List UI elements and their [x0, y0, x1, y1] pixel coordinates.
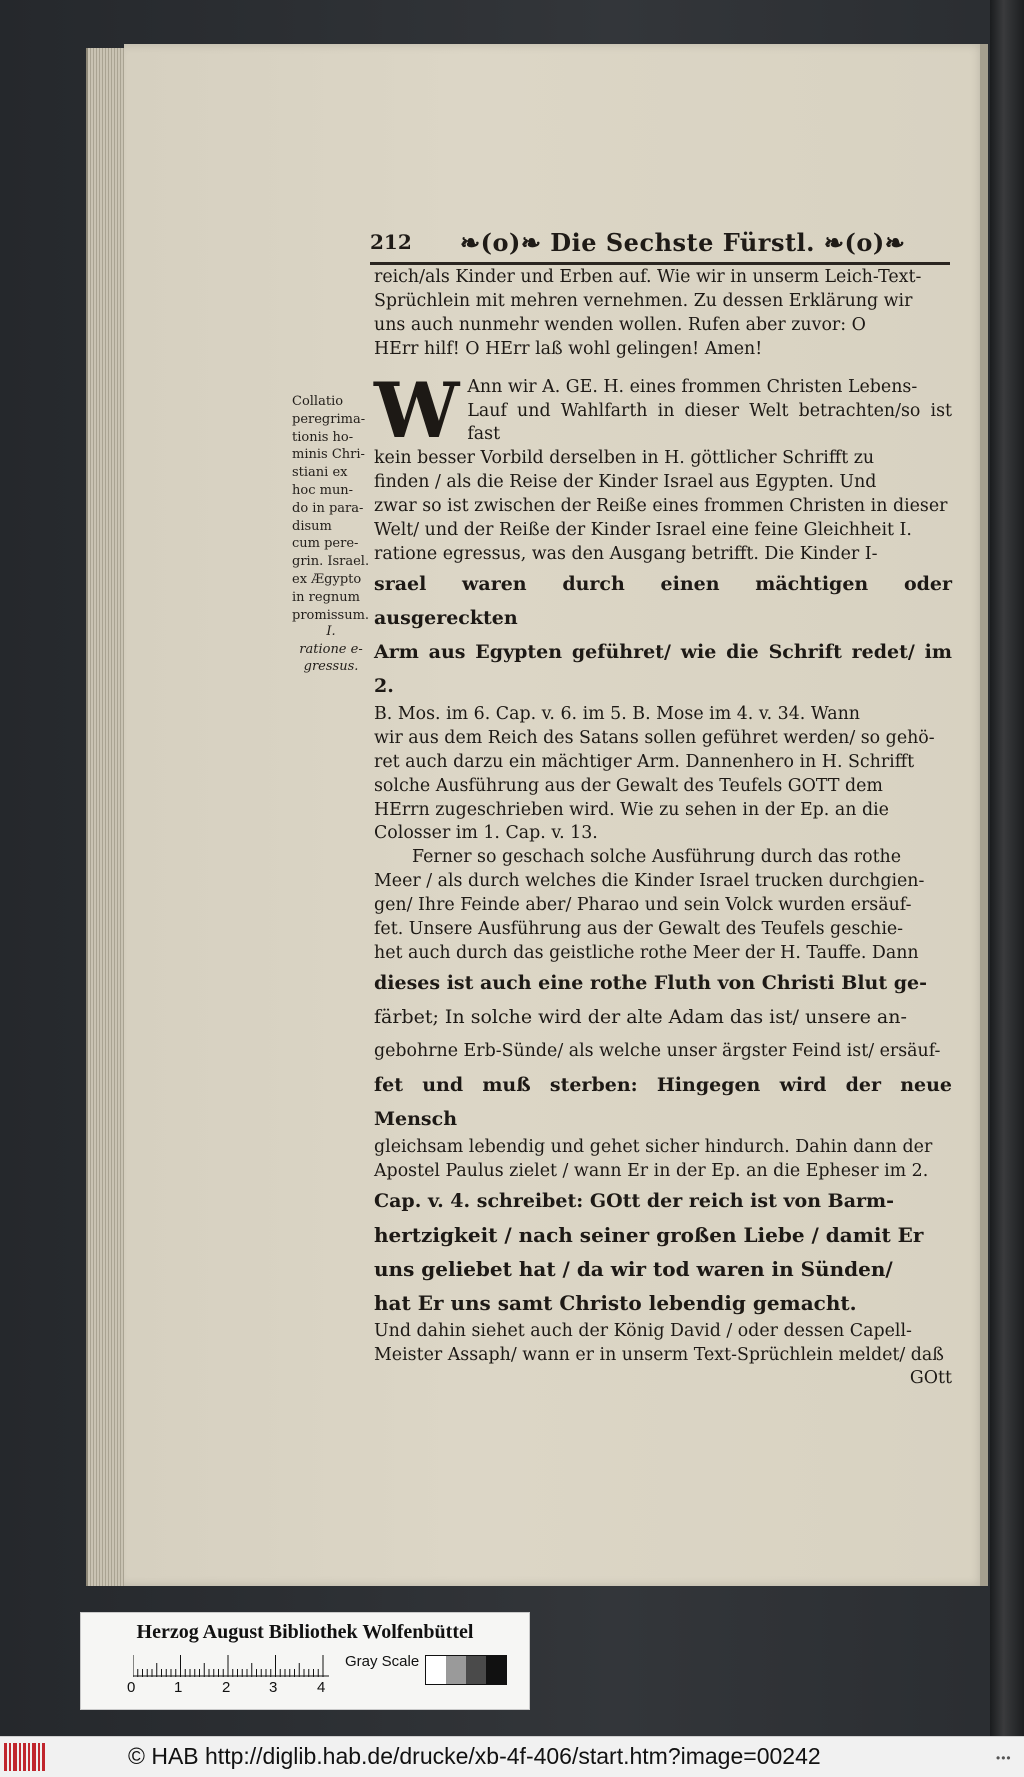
- text-line: uns auch nunmehr wenden wollen. Rufen aber zuvor: O: [374, 314, 866, 335]
- page-number: 212: [370, 230, 412, 254]
- grayscale-swatch: [425, 1655, 507, 1685]
- text-line: het auch durch das geistliche rothe Meer der H. Tauffe. Dann: [374, 942, 919, 963]
- page-stack-edge: [86, 48, 128, 1586]
- text-line: zwar so ist zwischen der Reiße eines frommen Christen in dieser: [374, 496, 948, 517]
- catchword: GOtt: [909, 1368, 952, 1389]
- text-line: B. Mos. im 6. Cap. v. 6. im 5. B. Mose im 4. v. 34. Wann: [374, 703, 860, 724]
- library-name: Herzog August Bibliothek Wolfenbüttel: [136, 1621, 474, 1643]
- running-head: ❧(o)❧ Die Sechste Fürstl. ❧(o)❧: [460, 228, 906, 257]
- text-line: gen/ Ihre Feinde aber/ Pharao und sein Volck wurden ersäuf-: [374, 895, 912, 916]
- grayscale-label: Gray Scale: [345, 1653, 420, 1670]
- text-line: wir aus dem Reich des Satans sollen geführet werden/ so gehö-: [374, 727, 935, 748]
- margin-note-line: do in para-: [292, 500, 364, 516]
- gray-patch-black: [486, 1656, 506, 1684]
- text-line: Meister Assaph/ wann er in unserm Text-Sprüchlein meldet/ daß: [374, 1344, 944, 1365]
- text-line: kein besser Vorbild derselben in H. göttlicher Schrifft zu: [374, 448, 875, 469]
- margin-note-collatio: [292, 393, 376, 624]
- text-line: gebohrne Erb-Sünde/ als welche unser ärgster Feind ist/ ersäuf-: [374, 1040, 941, 1061]
- text-line: fet und muß sterben: Hingegen wird der neue Mensch: [374, 1073, 952, 1130]
- text-line: dieses ist auch eine rothe Fluth von Christi Blut ge-: [374, 971, 927, 994]
- text-line: ret auch darzu ein mächtiger Arm. Dannenhero in H. Schrifft: [374, 751, 915, 772]
- text-line: fet. Unsere Ausführung aus der Gewalt des Teufels geschie-: [374, 919, 904, 940]
- source-link[interactable]: © HAB http://diglib.hab.de/drucke/xb-4f-406/start.htm?image=00242: [128, 1743, 821, 1769]
- text-line: färbet; In solche wird der alte Adam das ist/ unsere an-: [374, 1005, 907, 1028]
- barcode-icon: [2, 1741, 48, 1773]
- margin-note-line: promissum.: [292, 607, 370, 623]
- ruler-number: 0: [127, 1679, 136, 1696]
- text-line: HErrn zugeschrieben wird. Wie zu sehen in der Ep. an die: [374, 799, 889, 820]
- gray-patch-mid: [446, 1656, 466, 1684]
- text-line: hertzigkeit / nach seiner großen Liebe / damit Er: [374, 1222, 924, 1247]
- color-reference-card: [80, 1612, 530, 1710]
- margin-note-line: hoc mun-: [292, 482, 354, 498]
- ruler-number: 1: [174, 1679, 183, 1696]
- margin-note-line: cum pere-: [292, 536, 359, 552]
- dropcap-initial: W: [374, 365, 460, 455]
- text-line: Cap. v. 4. schreibet: GOtt der reich ist von Barm-: [374, 1189, 895, 1212]
- viewer-footer: [0, 1736, 1024, 1777]
- margin-note-line: I.: [326, 624, 336, 639]
- margin-note-line: ratione e-: [299, 641, 363, 657]
- margin-note-line: peregrima-: [292, 411, 366, 427]
- text-line: srael waren durch einen mächtigen oder ausgereckten: [374, 572, 952, 629]
- text-line: HErr hilf! O HErr laß wohl gelingen! Amen!: [374, 338, 763, 359]
- text-line: Colosser im 1. Cap. v. 13.: [374, 823, 598, 844]
- paragraph-1: [374, 365, 952, 847]
- text-line: uns geliebet hat / da wir tod waren in Sünden/: [374, 1256, 893, 1281]
- text-line: Welt/ und der Reiße der Kinder Israel eine feine Gleichheit I.: [374, 520, 912, 541]
- main-text: [374, 266, 952, 1391]
- text-line: gleichsam lebendig und gehet sicher hindurch. Dahin dann der: [374, 1136, 933, 1157]
- margin-note-line: minis Chri-: [292, 447, 365, 463]
- text-line: Lauf und Wahlfarth in dieser Welt betrachten/so ist fast: [467, 400, 952, 445]
- margin-note-line: Collatio: [292, 394, 344, 409]
- text-line: finden / als die Reise der Kinder Israel aus Egypten. Und: [374, 472, 877, 493]
- ruler-number: 4: [317, 1679, 326, 1696]
- more-options-icon[interactable]: •••: [996, 1751, 1012, 1765]
- text-line: Und dahin siehet auch der König David / oder dessen Capell-: [374, 1320, 912, 1341]
- ruler-numbers: [127, 1679, 347, 1701]
- text-line: Ferner so geschach solche Ausführung durch das rothe: [412, 847, 902, 868]
- text-line: Apostel Paulus zielet / wann Er in der Ep. an die Epheser im 2.: [374, 1160, 929, 1181]
- paragraph-2: [374, 846, 952, 1391]
- margin-note-line: tionis ho-: [292, 429, 354, 445]
- ruler-number: 3: [269, 1679, 278, 1696]
- ruler-scale: [133, 1655, 329, 1677]
- gray-patch-light: [426, 1656, 446, 1684]
- margin-note-ratione: [290, 623, 372, 676]
- margin-note-line: gressus.: [303, 659, 359, 675]
- margin-note-line: in regnum: [292, 589, 360, 605]
- text-line: Ann wir A. GE. H. eines frommen Christen Lebens-: [467, 376, 918, 397]
- text-line: ratione egressus, was den Ausgang betrifft. Die Kinder I-: [374, 543, 878, 564]
- text-line: Meer / als durch welches die Kinder Israel trucken durchgien-: [374, 871, 925, 892]
- text-line: Arm aus Egypten geführet/ wie die Schrift redet/ im 2.: [374, 640, 952, 697]
- text-line: hat Er uns samt Christo lebendig gemacht.: [374, 1290, 857, 1315]
- page-header: [370, 228, 950, 265]
- margin-note-line: disum: [292, 518, 332, 534]
- ruler-number: 2: [222, 1679, 231, 1696]
- gray-patch-dark: [466, 1656, 486, 1684]
- text-line: solche Ausführung aus der Gewalt des Teufels GOTT dem: [374, 775, 883, 796]
- margin-note-line: ex Ægypto: [292, 571, 362, 587]
- margin-note-line: stiani ex: [292, 465, 348, 481]
- text-line: reich/als Kinder und Erben auf. Wie wir in unserm Leich-Text-: [374, 267, 922, 287]
- facing-page-edge: [990, 0, 1024, 1736]
- page-gutter: [980, 44, 988, 1586]
- margin-note-line: grin. Israel.: [292, 554, 370, 570]
- text-line: Sprüchlein mit mehren vernehmen. Zu dessen Erklärung wir: [374, 290, 913, 311]
